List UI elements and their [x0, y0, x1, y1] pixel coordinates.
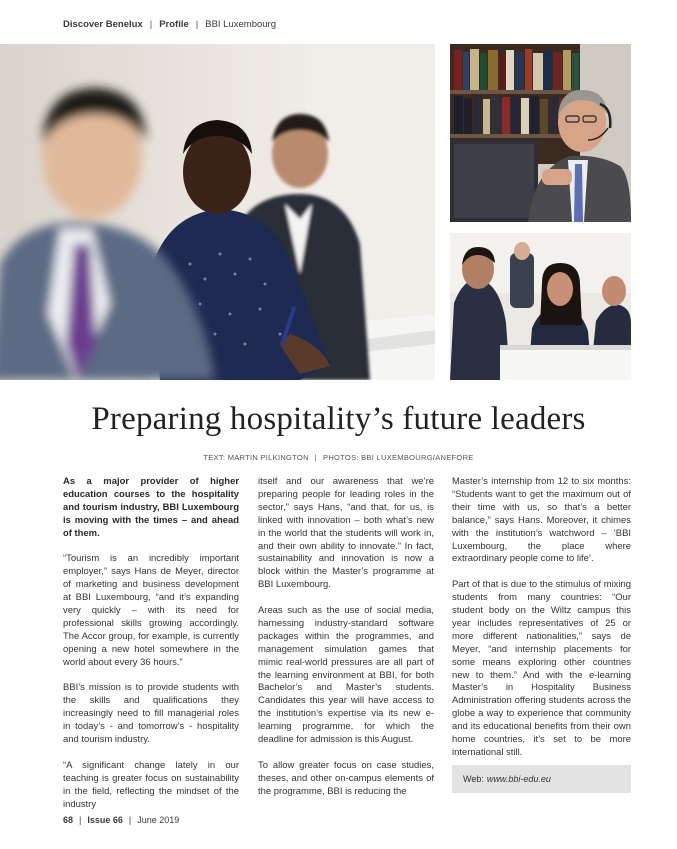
article-credits — [0, 453, 677, 462]
article-column-3 — [452, 476, 631, 773]
footer-separator: | — [79, 815, 82, 825]
magazine-name: Discover Benelux — [63, 19, 143, 30]
author-credit: TEXT: MARTIN PILKINGTON — [203, 453, 309, 462]
article-title: Preparing hospitality’s future leaders — [91, 401, 586, 437]
article-paragraph: Master’s internship from 12 to six months: “Students want to get the maximum out of their time with us, so that’s a better balance,” says Hans. Moreover, it chimes with the institution’s watchword – ‘BBI Luxembourg, the place where extraordinary people come to life’. — [452, 476, 631, 565]
article-paragraph: “A significant change lately in our teaching is greater focus on sustainability in the field, reflecting the mindset of the industry — [63, 759, 239, 810]
page-footer — [63, 815, 179, 825]
photo-credit: PHOTOS: BBI LUXEMBOURG/ANEFORE — [323, 453, 474, 462]
web-link[interactable]: www.bbi-edu.eu — [486, 774, 551, 784]
subsection-name: BBI Luxembourg — [205, 19, 276, 30]
web-label: Web: — [463, 774, 484, 784]
issue-date: June 2019 — [137, 815, 180, 825]
article-paragraph: Part of that is due to the stimulus of mixing students from many countries: “Our student body on the Wiltz campus this year includes representatives of 25 or more different nationalities,” says de Meyer, “and internship placements for some means exploring other countries new to them.” And with the e-learning Master’s in Hospitality Business Administration offering students across the globe a way to experience that community and its educational benefits from their own home countries, it’s set to be more international still. — [452, 579, 631, 759]
article-paragraph: Areas such as the use of social media, harnessing industry-standard software packages within the programmes, and management simulation games that mimic real-world pressures are all part of the learning environment at BBI, for both Bachelor’s and Master’s students. Candidates this year will have access to the institution’s expertise via its new e-learning programme, for which the deadline for admission is this August. — [258, 605, 434, 746]
credits-separator: | — [314, 453, 318, 462]
web-info-box — [452, 765, 631, 793]
article-paragraph: “Tourism is an incredibly important employer,” says Hans de Meyer, director of marketing and business development at BBI Luxembourg, “and it’s expanding very quickly – with its need for professional skills growing accordingly. The Accor group, for example, is currently opening a new hotel somewhere in the world about every 36 hours.” — [63, 553, 239, 668]
page-header — [63, 19, 276, 30]
article-paragraph: itself and our awareness that we’re preparing people for leading roles in the sector,” says Hans, “and that, for us, is linked with innovation – both what’s new in the world that the students will work in, and their own ability to innovate.” In fact, sustainability and innovation is now a block within the Master’s programme at BBI Luxembourg. — [258, 476, 434, 591]
page-number: 68 — [63, 815, 74, 825]
article-column-1 — [63, 476, 239, 824]
article-paragraph: BBI’s mission is to provide students with the skills and qualifications they increasingly need to fill managerial roles in today’s - and tomorrow’s - hospitality and tourism industry. — [63, 682, 239, 746]
article-paragraph: To allow greater focus on case studies, theses, and other on-campus elements of the programme, BBI is reducing the — [258, 759, 434, 797]
students-in-classroom-photo — [0, 44, 435, 380]
students-and-teacher-photo — [450, 233, 631, 380]
issue-number: Issue 66 — [87, 815, 123, 825]
lecturer-with-headset-photo — [450, 44, 631, 222]
header-separator: | — [195, 19, 199, 30]
article-column-2 — [258, 476, 434, 812]
section-name: Profile — [159, 19, 189, 30]
article-lead: As a major provider of higher education courses to the hospitality and tourism industry, BBI Luxembourg is moving with the times – and ahead of them. — [63, 476, 239, 539]
footer-separator: | — [128, 815, 132, 825]
header-separator: | — [149, 19, 153, 30]
